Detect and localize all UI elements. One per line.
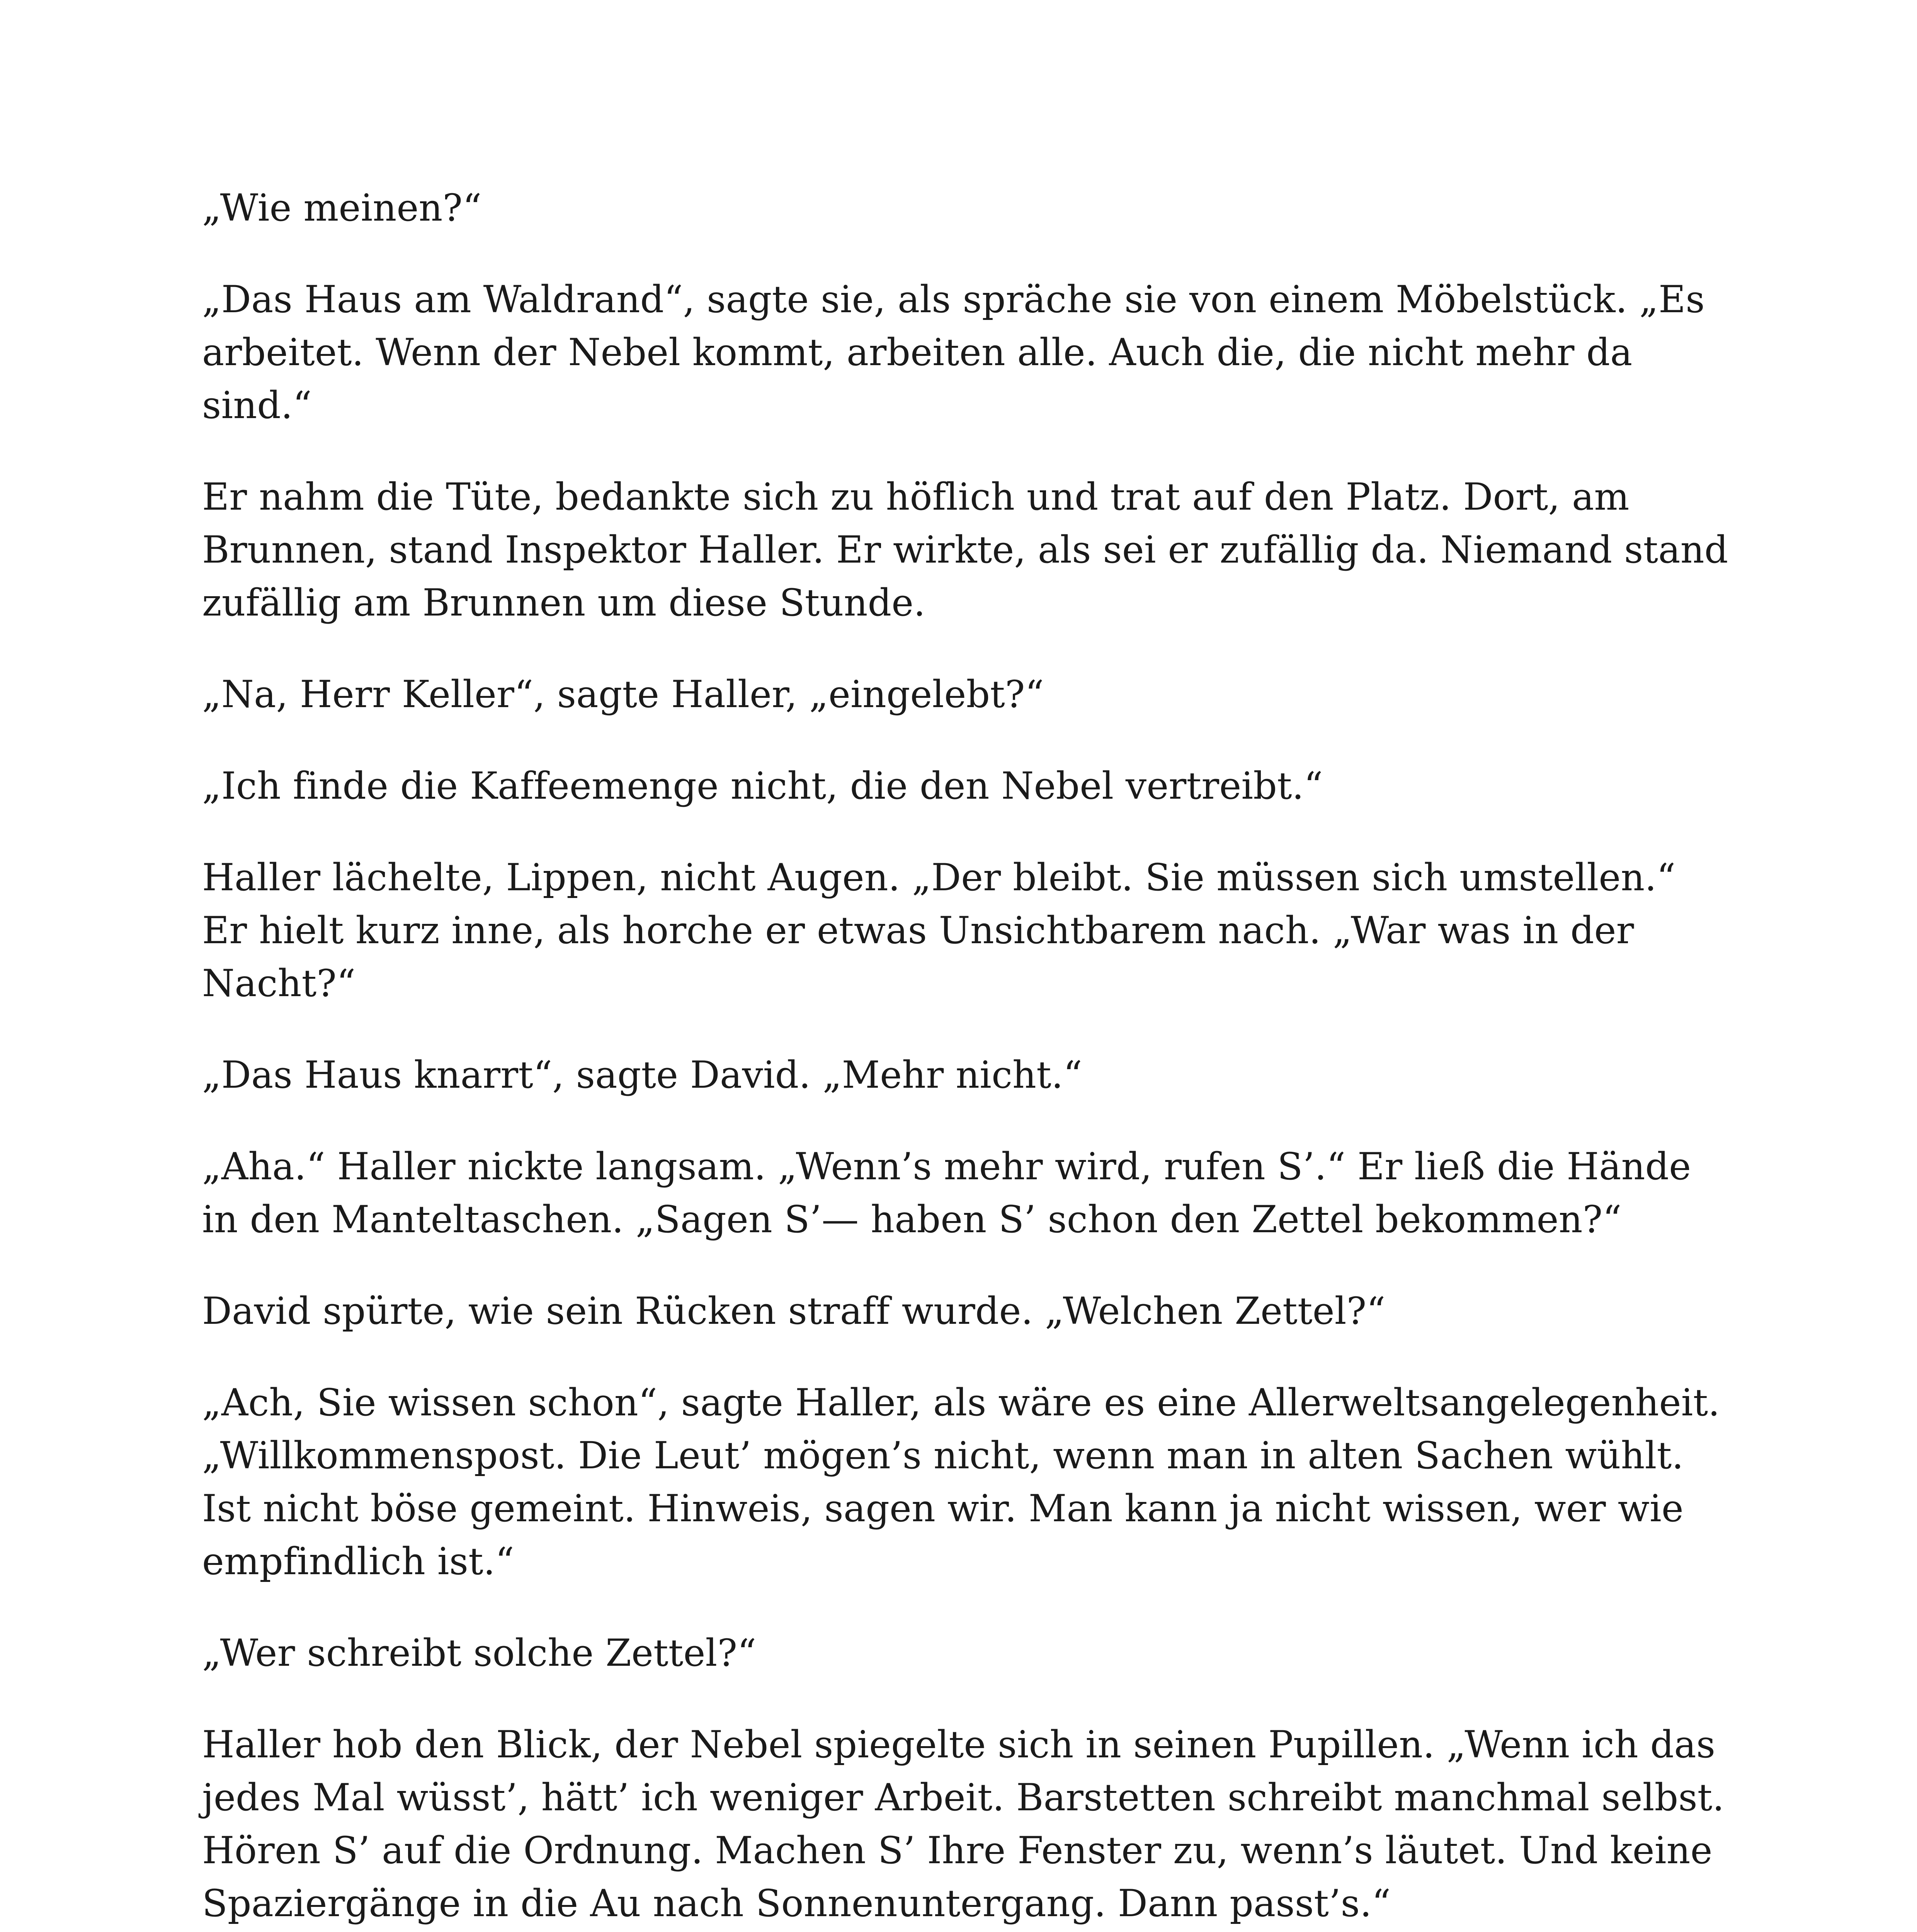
- paragraph: „Na, Herr Keller“, sagte Haller, „eingelebt?“: [202, 673, 1044, 716]
- paragraph: David spürte, wie sein Rücken straff wurde. „Welchen Zettel?“: [202, 1289, 1386, 1333]
- paragraph: „Wer schreibt solche Zettel?“: [202, 1631, 757, 1675]
- body-text: [202, 182, 1728, 1932]
- paragraph: Haller lächelte, Lippen, nicht Augen. „Der bleibt. Sie müssen sich umstellen.“ Er hielt kurz inne, als horche er etwas Unsichtbarem nach. „War was in der Nacht?“: [202, 856, 1676, 1005]
- paragraph: „Wie meinen?“: [202, 186, 482, 230]
- paragraph: „Das Haus knarrt“, sagte David. „Mehr nicht.“: [202, 1053, 1082, 1097]
- paragraph: Haller hob den Blick, der Nebel spiegelte sich in seinen Pupillen. „Wenn ich das jedes Mal wüsst’, hätt’ ich weniger Arbeit. Barstetten schreibt manchmal selbst. Hören S’ auf die Ordnung. Machen S’ Ihre Fenster zu, wenn’s läutet. Und keine Spaziergänge in die Au nach Sonnenuntergang. Dann passt’s.“: [202, 1723, 1725, 1925]
- paragraph: „Ich finde die Kaffeemenge nicht, die den Nebel vertreibt.“: [202, 764, 1323, 808]
- paragraph: „Das Haus am Waldrand“, sagte sie, als spräche sie von einem Möbelstück. „Es arbeitet. Wenn der Nebel kommt, arbeiten alle. Auch die, die nicht mehr da sind.“: [202, 278, 1705, 427]
- paragraph: Er nahm die Tüte, bedankte sich zu höflich und trat auf den Platz. Dort, am Brunnen, stand Inspektor Haller. Er wirkte, als sei er zufällig da. Niemand stand zufällig am Brunnen um diese Stunde.: [202, 475, 1728, 624]
- paragraph: „Aha.“ Haller nickte langsam. „Wenn’s mehr wird, rufen S’.“ Er ließ die Hände in den Manteltaschen. „Sagen S’— haben S’ schon den Zettel bekommen?“: [202, 1145, 1691, 1241]
- paragraph: „Ach, Sie wissen schon“, sagte Haller, als wäre es eine Allerweltsangelegenheit. „Willkommenspost. Die Leut’ mögen’s nicht, wenn man in alten Sachen wühlt. Ist nicht böse gemeint. Hinweis, sagen wir. Man kann ja nicht wissen, wer wie empfindlich ist.“: [202, 1381, 1720, 1583]
